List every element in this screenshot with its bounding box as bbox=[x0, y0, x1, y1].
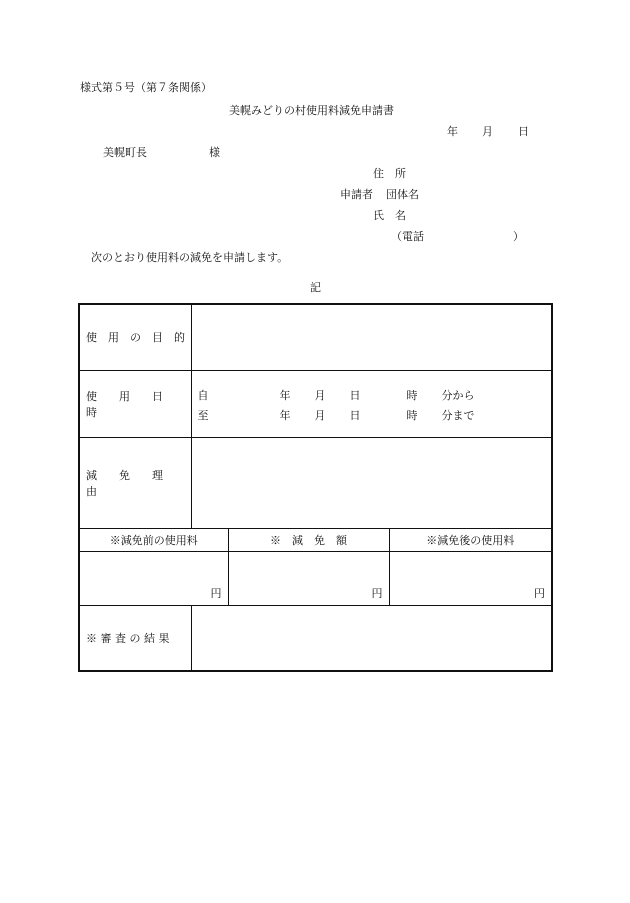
date-year: 年 bbox=[447, 125, 458, 138]
yen-unit: 円 bbox=[371, 586, 383, 600]
applicant-role-label: 申請者 bbox=[340, 188, 373, 201]
reason-field[interactable] bbox=[191, 437, 552, 528]
form-number: 様式第５号（第７条関係） bbox=[80, 81, 212, 94]
yen-unit: 円 bbox=[210, 586, 222, 600]
applicant-org-label: 団体名 bbox=[386, 188, 419, 201]
applicant-address-label: 住 所 bbox=[373, 167, 406, 180]
to-year: 年 bbox=[279, 408, 291, 422]
from-prefix: 自 bbox=[197, 388, 209, 402]
fee-amount-row bbox=[79, 551, 552, 605]
datetime-to-line bbox=[192, 404, 552, 424]
application-table bbox=[78, 303, 553, 672]
purpose-field[interactable] bbox=[191, 304, 552, 370]
from-day: 日 bbox=[349, 388, 361, 402]
from-month: 月 bbox=[314, 388, 326, 402]
purpose-row bbox=[79, 304, 552, 370]
datetime-row bbox=[79, 370, 552, 437]
ki-mark: 記 bbox=[310, 281, 321, 294]
applicant-phone-open: （電話 bbox=[391, 230, 424, 243]
addressee-honorific: 様 bbox=[209, 146, 220, 159]
from-year: 年 bbox=[279, 388, 291, 402]
review-field[interactable] bbox=[191, 605, 552, 671]
applicant-name-label: 氏 名 bbox=[373, 209, 406, 222]
date-day: 日 bbox=[518, 125, 529, 138]
date-month: 月 bbox=[482, 125, 493, 138]
review-label: ※ 審 査 の 結 果 bbox=[79, 605, 191, 671]
reason-row bbox=[79, 437, 552, 528]
fee-before-field[interactable] bbox=[79, 551, 228, 605]
datetime-from-line bbox=[192, 384, 552, 404]
review-row bbox=[79, 605, 552, 671]
from-hour: 時 bbox=[406, 388, 418, 402]
addressee-name: 美幌町長 bbox=[103, 146, 147, 159]
to-month: 月 bbox=[314, 408, 326, 422]
to-day: 日 bbox=[349, 408, 361, 422]
from-minute: 分から bbox=[441, 388, 475, 402]
datetime-label: 使 用 日 時 bbox=[79, 370, 191, 437]
yen-unit: 円 bbox=[534, 586, 545, 600]
fee-after-header: ※減免後の使用料 bbox=[389, 528, 552, 551]
to-prefix: 至 bbox=[197, 408, 209, 422]
fee-header-row bbox=[79, 528, 552, 551]
reason-label: 減 免 理 由 bbox=[79, 437, 191, 528]
document-title: 美幌みどりの村使用料減免申請書 bbox=[229, 104, 394, 117]
datetime-field[interactable] bbox=[191, 370, 552, 437]
applicant-phone-close: ） bbox=[513, 230, 524, 243]
purpose-label: 使 用 の 目 的 bbox=[79, 304, 191, 370]
fee-after-field[interactable] bbox=[389, 551, 552, 605]
fee-before-header: ※減免前の使用料 bbox=[79, 528, 228, 551]
to-hour: 時 bbox=[406, 408, 418, 422]
fee-reduction-field[interactable] bbox=[228, 551, 389, 605]
intro-text: 次のとおり使用料の減免を申請します。 bbox=[91, 251, 289, 264]
to-minute: 分まで bbox=[441, 408, 475, 422]
fee-reduction-header: ※ 減 免 額 bbox=[228, 528, 389, 551]
